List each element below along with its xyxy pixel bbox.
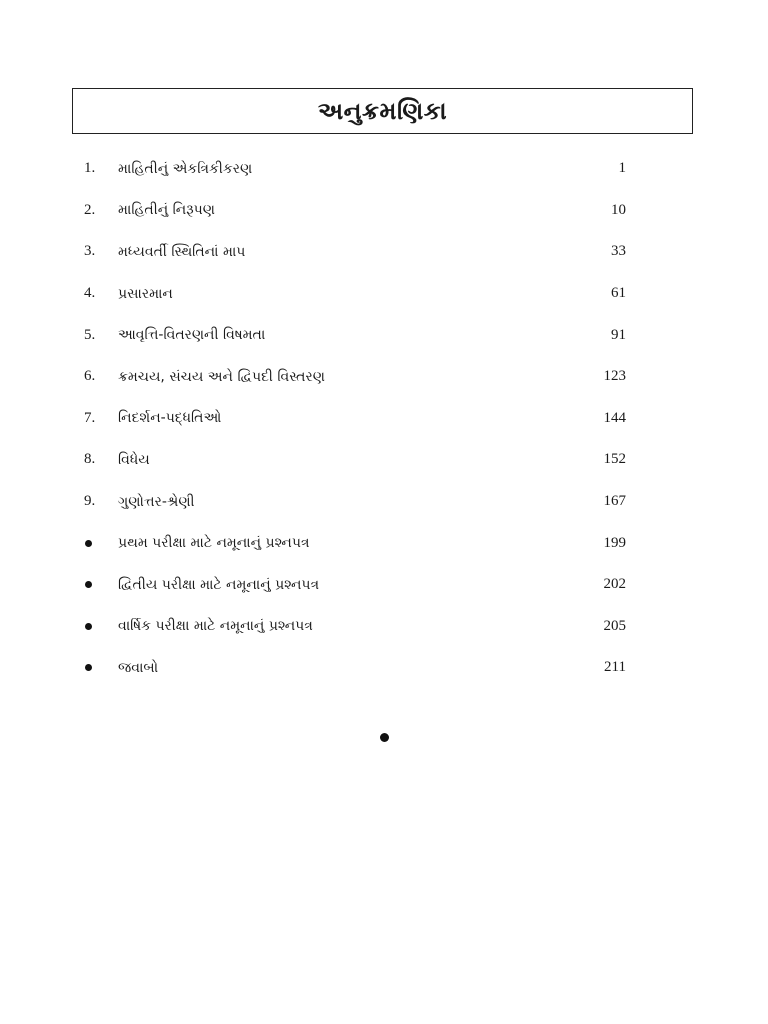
table-of-contents (84, 148, 626, 689)
toc-entry[interactable] (84, 439, 626, 481)
toc-entry[interactable] (84, 231, 626, 273)
toc-entry[interactable] (84, 398, 626, 440)
bullet-dot (85, 540, 92, 547)
toc-title: જવાબો (118, 659, 159, 676)
toc-page-number: 61 (611, 285, 626, 302)
toc-number: 7. (84, 409, 96, 426)
toc-number: 4. (84, 285, 96, 302)
toc-number: 2. (84, 201, 96, 218)
toc-title: ગુણોત્તર-શ્રેણી (118, 493, 195, 510)
toc-page-number: 1 (618, 160, 626, 177)
bullet-dot (85, 623, 92, 630)
toc-entry[interactable] (84, 190, 626, 232)
toc-title: નિદર્શન-પદ્ધતિઓ (118, 410, 222, 427)
toc-entry[interactable] (84, 647, 626, 689)
toc-title: પ્રથમ પરીક્ષા માટે નમૂનાનું પ્રશ્નપત્ર (118, 535, 310, 552)
toc-number: 5. (84, 326, 96, 343)
toc-page-number: 10 (611, 201, 626, 218)
toc-title: મધ્યવર્તી સ્થિતિનાં માપ (118, 243, 246, 260)
toc-page-number: 144 (603, 409, 626, 426)
toc-page-number: 199 (603, 534, 626, 551)
toc-page-number: 33 (611, 243, 626, 260)
toc-page-number: 202 (603, 576, 626, 593)
bullet-dot (85, 581, 92, 588)
bullet-dot (85, 664, 92, 671)
toc-title: દ્વિતીય પરીક્ષા માટે નમૂનાનું પ્રશ્નપત્ર (118, 576, 320, 593)
toc-page-number: 152 (603, 451, 626, 468)
toc-entry[interactable] (84, 314, 626, 356)
toc-title: આવૃત્તિ-વિતરણની વિષમતા (118, 327, 266, 344)
toc-number: 3. (84, 243, 96, 260)
toc-entry[interactable] (84, 148, 626, 190)
toc-title: માહિતીનું નિરૂપણ (118, 202, 215, 219)
bullet-icon (84, 540, 118, 547)
toc-number: 8. (84, 451, 96, 468)
toc-page-number: 123 (603, 368, 626, 385)
toc-page-number: 167 (603, 493, 626, 510)
toc-title: માહિતીનું એકત્રિકીકરણ (118, 160, 253, 177)
bullet-icon (84, 664, 118, 671)
toc-entry[interactable] (84, 564, 626, 606)
bullet-icon (84, 623, 118, 630)
toc-entry[interactable] (84, 356, 626, 398)
toc-page-number: 91 (611, 326, 626, 343)
title-box (72, 88, 693, 134)
toc-title: પ્રસારમાન (118, 285, 173, 302)
toc-title: વિધેય (118, 451, 150, 468)
toc-page-number: 205 (603, 617, 626, 634)
end-ornament-icon (380, 733, 389, 742)
toc-page-number: 211 (604, 659, 626, 676)
toc-title: ક્રમચય, સંચય અને દ્વિપદી વિસ્તરણ (118, 368, 325, 385)
toc-number: 1. (84, 160, 96, 177)
toc-number: 9. (84, 493, 96, 510)
page-title: અનુક્રમણિકા (317, 97, 448, 125)
toc-entry[interactable] (84, 481, 626, 523)
toc-title: વાર્ષિક પરીક્ષા માટે નમૂનાનું પ્રશ્નપત્ર (118, 618, 313, 635)
toc-entry[interactable] (84, 522, 626, 564)
bullet-icon (84, 581, 118, 588)
toc-entry[interactable] (84, 606, 626, 648)
toc-entry[interactable] (84, 273, 626, 315)
toc-number: 6. (84, 368, 96, 385)
